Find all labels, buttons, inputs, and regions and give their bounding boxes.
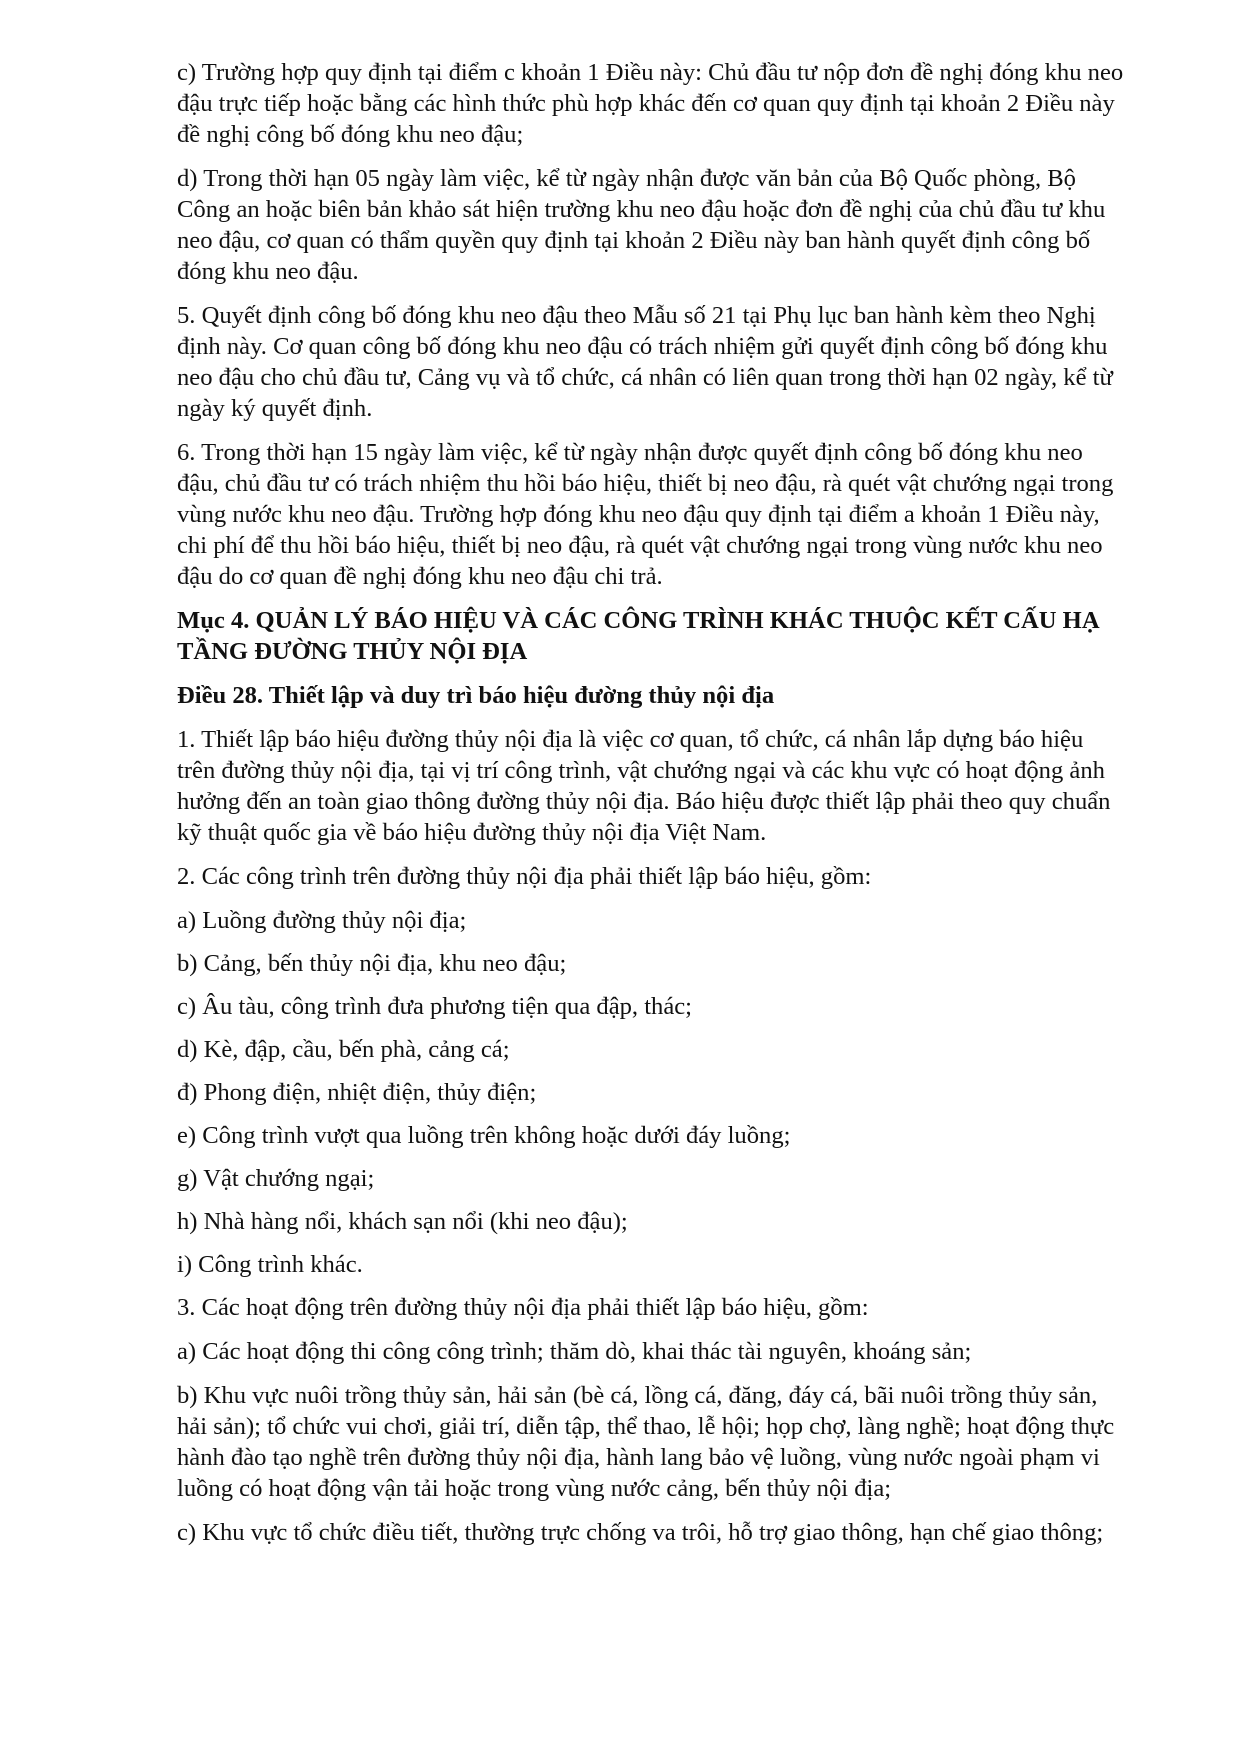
list-item: h) Nhà hàng nổi, khách sạn nổi (khi neo đậu); bbox=[177, 1208, 628, 1235]
article-clause-1: 1. Thiết lập báo hiệu đường thủy nội địa là việc cơ quan, tổ chức, cá nhân lắp dựng báo hiệu trên đường thủy nội địa, tại vị trí công trình, vật chướng ngại và các khu vực có hoạt động ảnh hưởng đến an toàn giao thông đường thủy nội địa. Báo hiệu được thiết lập phải theo quy chuẩn kỹ thuật quốc gia về báo hiệu đường thủy nội địa Việt Nam. bbox=[177, 726, 1111, 846]
list-item: g) Vật chướng ngại; bbox=[177, 1165, 375, 1192]
list-item: e) Công trình vượt qua luồng trên không hoặc dưới đáy luồng; bbox=[177, 1122, 791, 1149]
article-heading: Điều 28. Thiết lập và duy trì báo hiệu đường thủy nội địa bbox=[177, 682, 775, 709]
list-item: b) Cảng, bến thủy nội địa, khu neo đậu; bbox=[177, 950, 567, 977]
list-item: b) Khu vực nuôi trồng thủy sản, hải sản (bè cá, lồng cá, đăng, đáy cá, bãi nuôi trồng thủy sản, hải sản); tổ chức vui chơi, giải trí, diễn tập, thể thao, lễ hội; họp chợ, làng nghề; hoạt động thực hành đào tạo nghề trên đường thủy nội địa, hành lang bảo vệ luồng, vùng nước ngoài phạm vi luồng có hoạt động vận tải hoặc trong vùng nước cảng, bến thủy nội địa; bbox=[177, 1382, 1115, 1502]
paragraph-4d: d) Trong thời hạn 05 ngày làm việc, kể từ ngày nhận được văn bản của Bộ Quốc phòng, Bộ Công an hoặc biên bản khảo sát hiện trường khu neo đậu hoặc đơn đề nghị của chủ đầu tư khu neo đậu, cơ quan có thẩm quyền quy định tại khoản 2 Điều này ban hành quyết định công bố đóng khu neo đậu. bbox=[177, 165, 1106, 285]
list-item: a) Các hoạt động thi công công trình; thăm dò, khai thác tài nguyên, khoáng sản; bbox=[177, 1338, 972, 1365]
paragraph-6: 6. Trong thời hạn 15 ngày làm việc, kể từ ngày nhận được quyết định công bố đóng khu neo đậu, chủ đầu tư có trách nhiệm thu hồi báo hiệu, thiết bị neo đậu, rà quét vật chướng ngại trong vùng nước khu neo đậu. Trường hợp đóng khu neo đậu quy định tại điểm a khoản 1 Điều này, chi phí để thu hồi báo hiệu, thiết bị neo đậu, rà quét vật chướng ngại trong vùng nước khu neo đậu do cơ quan đề nghị đóng khu neo đậu chi trả. bbox=[177, 439, 1114, 590]
list-item: i) Công trình khác. bbox=[177, 1251, 363, 1278]
paragraph-5: 5. Quyết định công bố đóng khu neo đậu theo Mẫu số 21 tại Phụ lục ban hành kèm theo Nghị định này. Cơ quan công bố đóng khu neo đậu có trách nhiệm gửi quyết định công bố đóng khu neo đậu cho chủ đầu tư, Cảng vụ và tổ chức, cá nhân có liên quan trong thời hạn 02 ngày, kể từ ngày ký quyết định. bbox=[177, 302, 1113, 422]
list-item: d) Kè, đập, cầu, bến phà, cảng cá; bbox=[177, 1036, 510, 1063]
list-item: đ) Phong điện, nhiệt điện, thủy điện; bbox=[177, 1079, 537, 1106]
article-clause-2: 2. Các công trình trên đường thủy nội địa phải thiết lập báo hiệu, gồm: bbox=[177, 863, 872, 890]
article-clause-3: 3. Các hoạt động trên đường thủy nội địa phải thiết lập báo hiệu, gồm: bbox=[177, 1294, 869, 1321]
section-heading: Mục 4. QUẢN LÝ BÁO HIỆU VÀ CÁC CÔNG TRÌNH KHÁC THUỘC KẾT CẤU HẠ TẦNG ĐƯỜNG THỦY NỘI ĐỊA bbox=[177, 607, 1100, 665]
list-item: c) Khu vực tổ chức điều tiết, thường trực chống va trôi, hỗ trợ giao thông, hạn chế giao thông; bbox=[177, 1519, 1104, 1546]
list-item: c) Âu tàu, công trình đưa phương tiện qua đập, thác; bbox=[177, 993, 693, 1020]
list-item: a) Luồng đường thủy nội địa; bbox=[177, 907, 467, 934]
paragraph-4c: c) Trường hợp quy định tại điểm c khoản 1 Điều này: Chủ đầu tư nộp đơn đề nghị đóng khu neo đậu trực tiếp hoặc bằng các hình thức phù hợp khác đến cơ quan quy định tại khoản 2 Điều này đề nghị công bố đóng khu neo đậu; bbox=[177, 59, 1124, 148]
document-page bbox=[177, 57, 1127, 1561]
